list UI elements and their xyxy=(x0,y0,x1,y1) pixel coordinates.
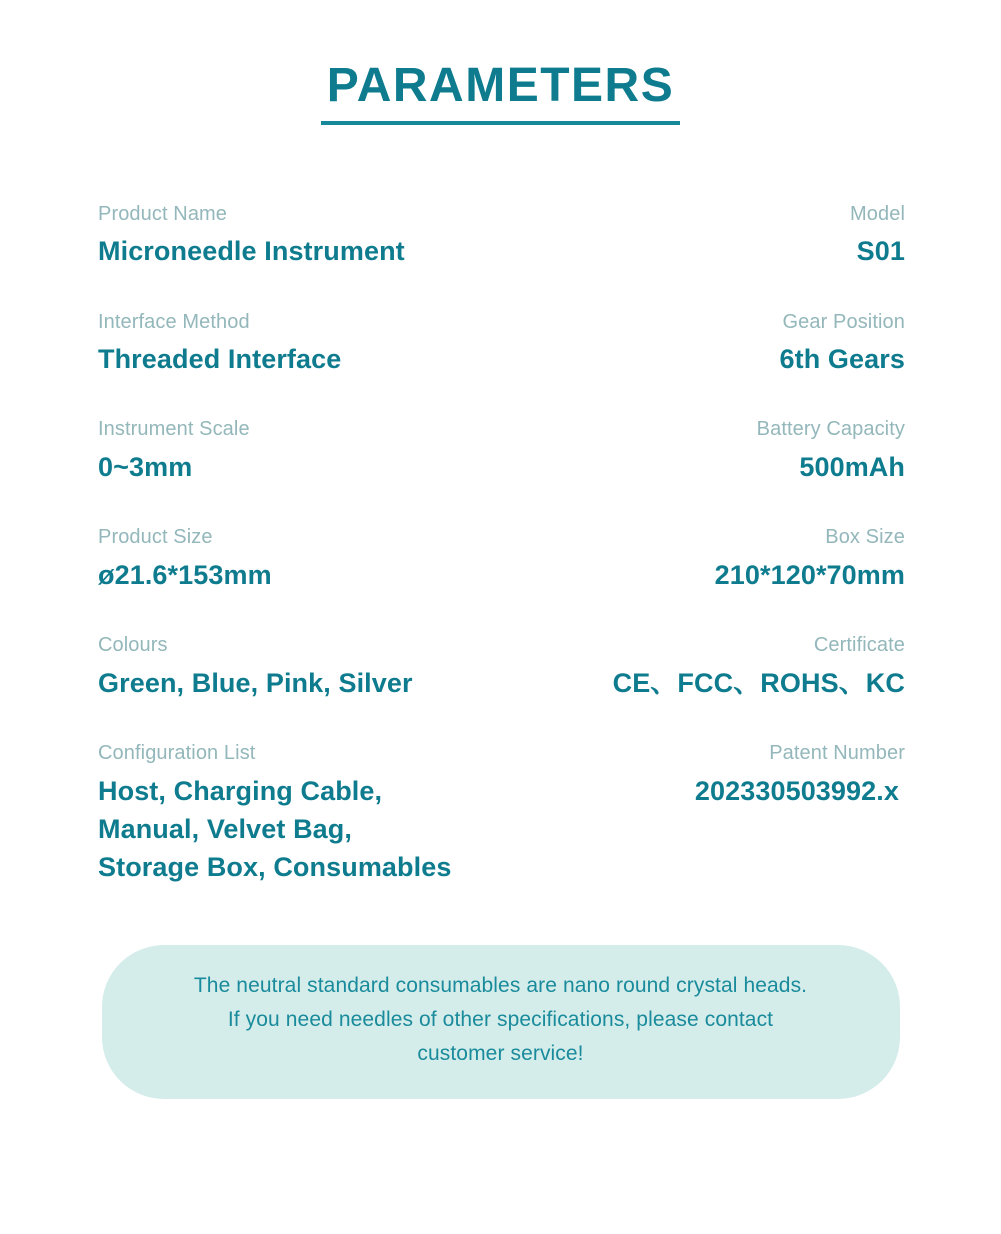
spec-label: Model xyxy=(850,202,905,225)
specifications-table xyxy=(0,201,1001,887)
table-row xyxy=(98,201,905,271)
note-section xyxy=(0,945,1001,1099)
spec-label: Product Name xyxy=(98,202,228,225)
table-row xyxy=(98,740,905,887)
spec-value: 0~3mm xyxy=(98,452,193,483)
spec-value: Microneedle Instrument xyxy=(98,236,405,267)
spec-cell-product-name xyxy=(98,201,405,271)
spec-cell-gear-position xyxy=(780,309,905,379)
page-title: PARAMETERS xyxy=(321,58,680,125)
spec-label: Certificate xyxy=(813,634,905,657)
spec-cell-interface-method xyxy=(98,309,341,379)
spec-cell-model xyxy=(850,201,905,271)
spec-value-line: Storage Box, Consumables xyxy=(98,852,452,883)
spec-label: Gear Position xyxy=(782,310,905,333)
table-row xyxy=(98,416,905,486)
spec-value: CE、FCC、ROHS、KC xyxy=(612,667,905,698)
spec-value: Threaded Interface xyxy=(98,344,342,375)
spec-label: Interface Method xyxy=(98,310,250,333)
spec-cell-colours xyxy=(98,632,413,702)
spec-value: 500mAh xyxy=(799,452,905,483)
spec-value: 6th Gears xyxy=(779,344,905,375)
note-line: If you need needles of other specifications, please contact xyxy=(227,1007,774,1031)
spec-cell-patent-number xyxy=(695,740,905,810)
spec-cell-battery-capacity xyxy=(757,416,905,486)
table-row xyxy=(98,309,905,379)
spec-cell-instrument-scale xyxy=(98,416,250,486)
spec-value: S01 xyxy=(856,236,905,267)
spec-cell-certificate xyxy=(613,632,905,702)
spec-cell-product-size xyxy=(98,524,272,594)
table-row xyxy=(98,524,905,594)
spec-label: Colours xyxy=(98,634,168,657)
spec-label: Configuration List xyxy=(98,742,256,765)
spec-value: 202330503992.x xyxy=(694,775,899,806)
spec-label: Product Size xyxy=(98,526,213,549)
page-header xyxy=(0,0,1001,125)
spec-value xyxy=(98,772,451,887)
spec-value: ø21.6*153mm xyxy=(98,559,272,590)
spec-cell-configuration-list xyxy=(98,740,451,887)
table-row xyxy=(98,632,905,702)
spec-value-line: Host, Charging Cable, xyxy=(98,775,383,806)
spec-value: Green, Blue, Pink, Silver xyxy=(98,667,413,698)
note-line: customer service! xyxy=(417,1041,584,1065)
note-line: The neutral standard consumables are nano round crystal heads. xyxy=(193,973,808,997)
spec-label: Patent Number xyxy=(769,742,905,765)
spec-label: Instrument Scale xyxy=(98,418,250,441)
spec-label: Battery Capacity xyxy=(756,418,905,441)
consumables-note-box xyxy=(102,945,900,1099)
spec-label: Box Size xyxy=(825,526,905,549)
spec-value-line: Manual, Velvet Bag, xyxy=(98,814,352,845)
spec-value: 210*120*70mm xyxy=(714,559,905,590)
spec-cell-box-size xyxy=(715,524,905,594)
